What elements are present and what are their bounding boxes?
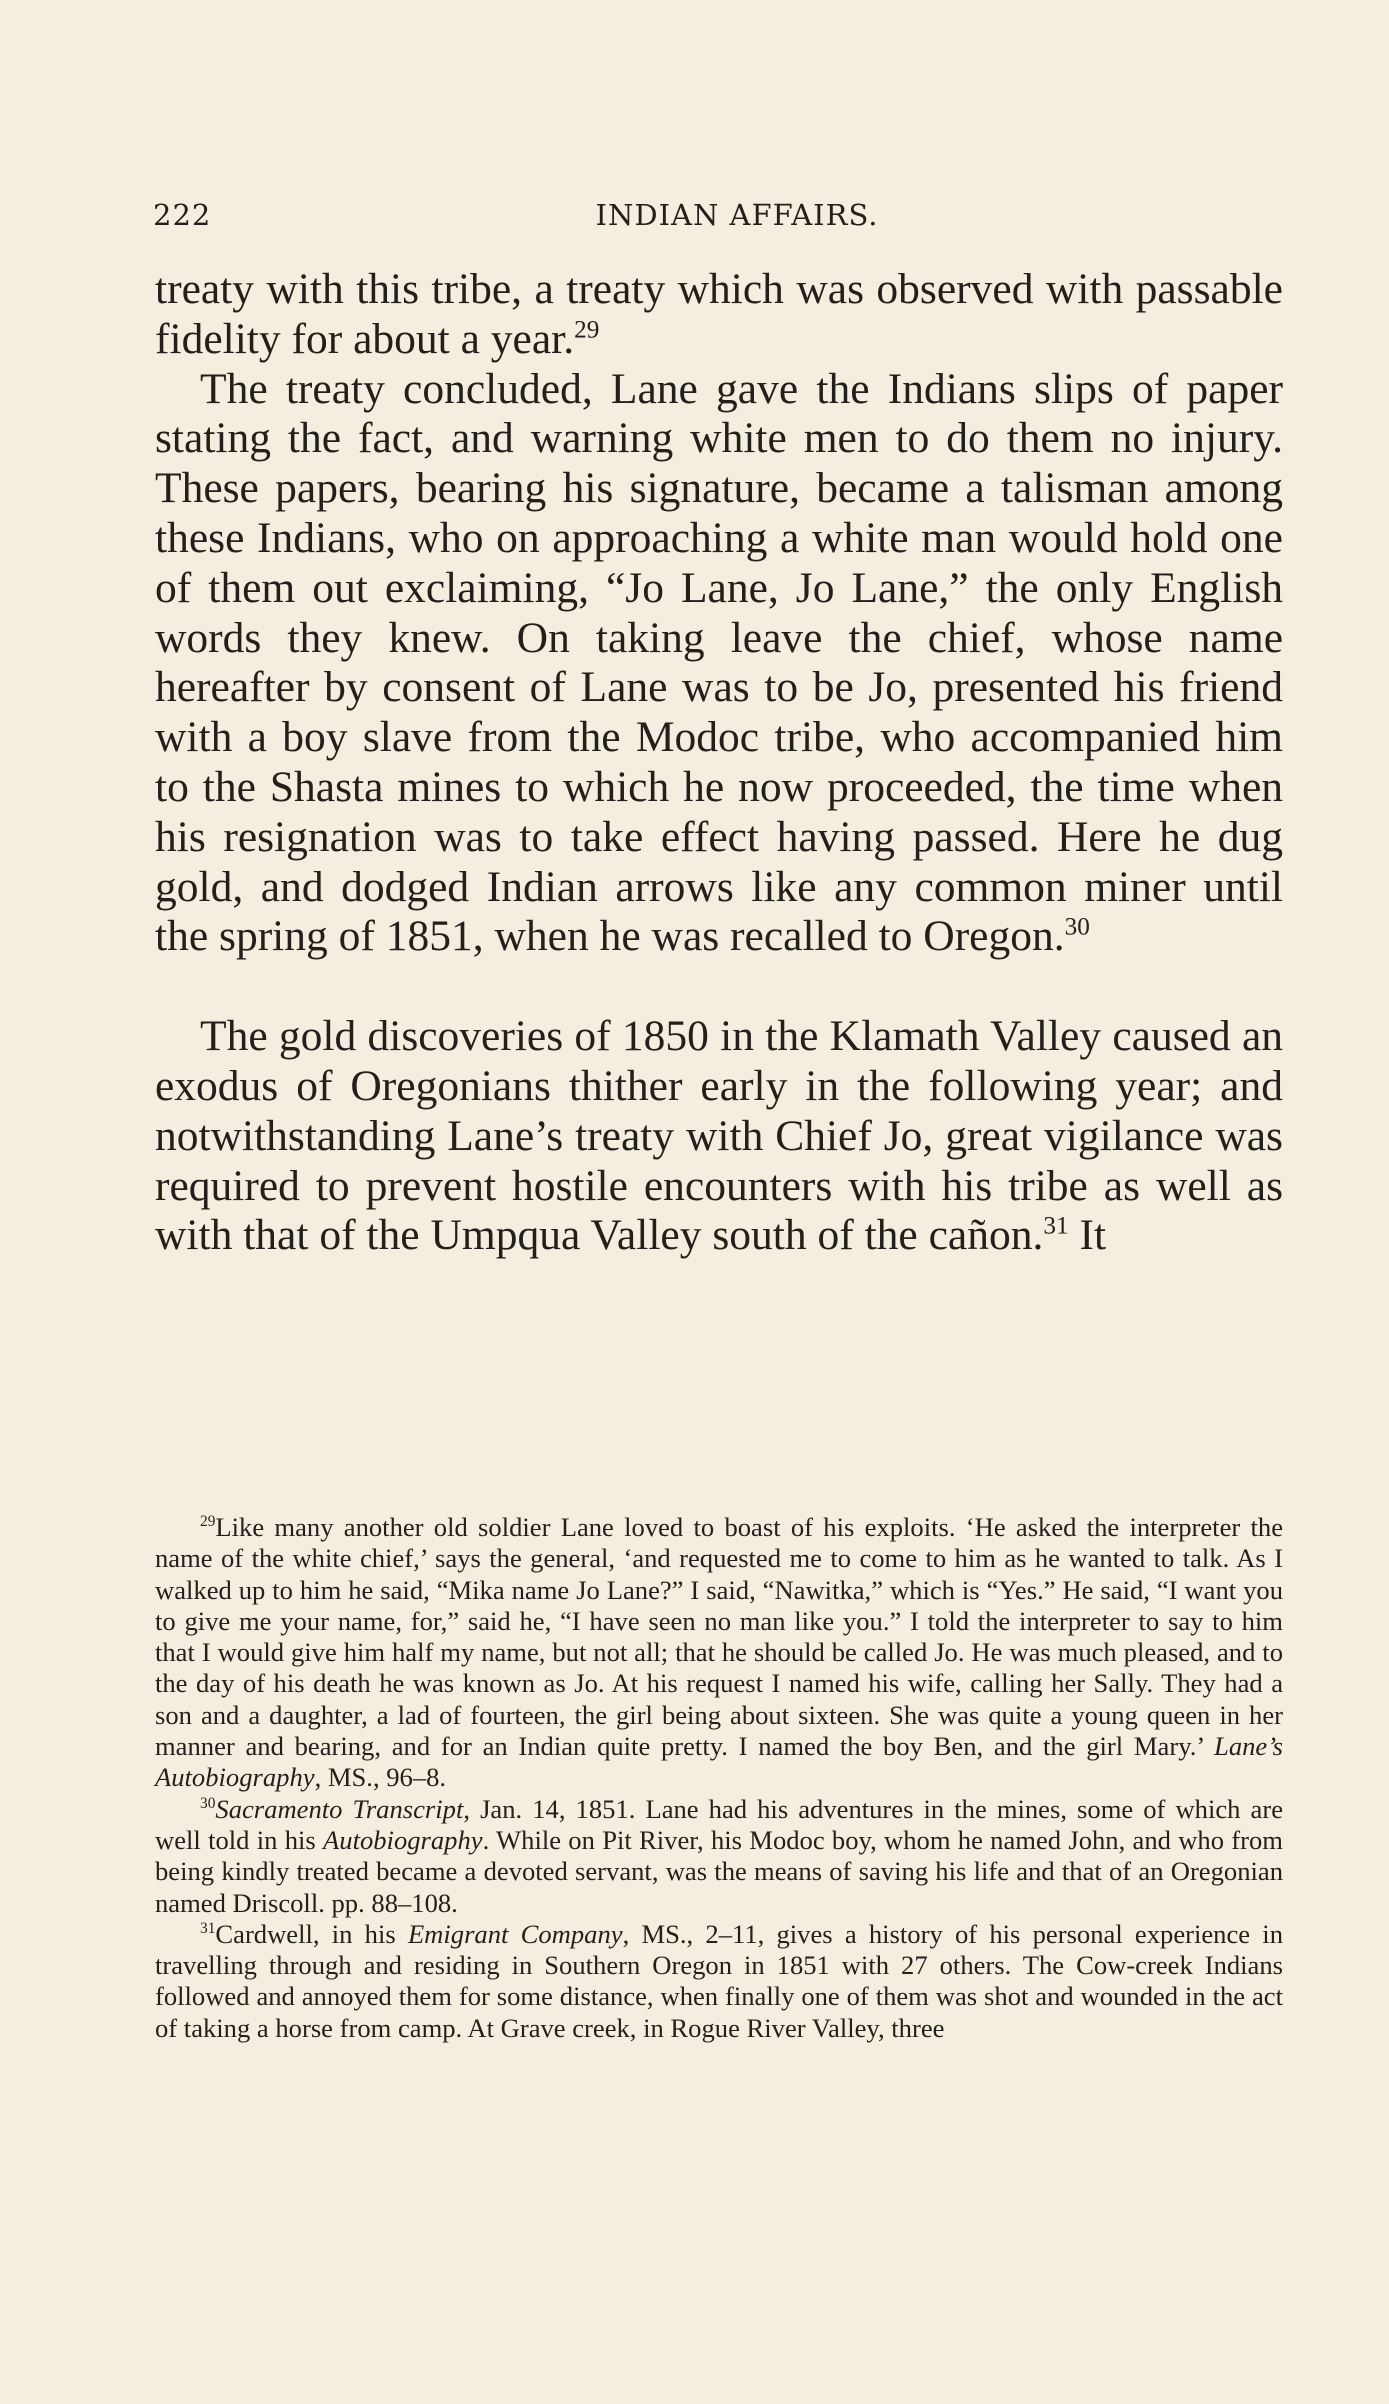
footnote-number: 30 [200, 1794, 216, 1812]
page-number: 222 [153, 198, 212, 232]
paragraph-text: The treaty concluded, Lane gave the Indians slips of paper stating the fact, and warning white men to do them no injury. These papers, bearing his signature, became a talisman among these Indians, who on approaching a white man would hold one of them out exclaiming, “Jo Lane, Jo Lane,” the only English words they knew. On taking leave the chief, whose name hereafter by consent of Lane was to be Jo, presented his friend with a boy slave from the Modoc tribe, who accompanied him to the Shasta mines to which he now proceeded, the time when his resignation was to take effect having passed. Here he dug gold, and dodged Indian arrows like any common miner until the spring of 1851, when he was recalled to Oregon. [155, 364, 1283, 961]
main-text [155, 265, 1283, 1261]
footnote-text: Cardwell, in his [215, 1918, 408, 1949]
footnote-text: , Jan. 14, 1851. Lane had his adventures in the mines, some of which are well told in his [155, 1793, 1284, 1855]
running-title: INDIAN AFFAIRS. [595, 198, 879, 232]
paragraph-text: The gold discoveries of 1850 in the Klamath Valley caused an exodus of Oregonians thither early in the following year; and notwithstanding Lane’s treaty with Chief Jo, great vigilance was required to prevent hostile encounters with his tribe as well as with that of the Umpqua Valley south of the cañon. [155, 1012, 1283, 1260]
running-head [153, 198, 1281, 238]
paragraph [155, 1012, 1283, 1261]
footnote-marker: 29 [574, 316, 600, 344]
footnote-number: 31 [200, 1920, 216, 1937]
footnote-text: Like many another old soldier Lane loved to boast of his exploits. ‘He asked the interpreter the name of the white chief,’ says the general, ‘and requested me to come to him as he wanted to talk. As I walked up to him he said, “Mika name Jo Lane?” I said, “Nawitka,” which is “Yes.” He said, “I want you to give me your name, for,” said he, “I have seen no man like you.” I told the interpreter to say to him that I would give him half my name, but not all; that he should be called Jo. He was much pleased, and to the day of his death he was known as Jo. At his request I named his wife, calling her Sally. They had a son and a daughter, a lad of fourteen, the girl being about sixteen. She was quite a young queen in her manner and bearing, and for an Indian quite pretty. I named the boy Ben, and the girl Mary.’ [155, 1512, 1283, 1762]
footnote-text: , MS., 2–11, gives a history of his personal experience in travelling through and residing in Southern Oregon in 1851 with 27 others. The Cow-creek Indians followed and annoyed them for some distance, when finally one of them was shot and wounded in the act of taking a horse from camp. At Grave creek, in Rogue River Valley, three [155, 1918, 1283, 2043]
footnote-number: 29 [200, 1513, 216, 1531]
footnote-31 [155, 1919, 1283, 2044]
paragraph [155, 365, 1283, 963]
footnote-text: , MS., 96–8. [314, 1762, 447, 1793]
footnote-marker: 30 [1064, 913, 1090, 941]
paragraph-continued [155, 265, 1283, 365]
footnotes [155, 1512, 1283, 2044]
footnote-30 [155, 1794, 1283, 1919]
footnote-marker: 31 [1043, 1212, 1069, 1240]
citation-title: Lane’s Autobiography [155, 1731, 1283, 1793]
paragraph-text: treaty with this tribe, a treaty which was observed with passable fidelity for about a year. [155, 265, 1283, 363]
citation-title: Emigrant Company [407, 1918, 623, 1949]
citation-title: Autobiography [323, 1824, 483, 1855]
citation-title: Sacramento Transcript [215, 1793, 464, 1824]
footnote-text: . While on Pit River, his Modoc boy, whom he named John, and who from being kindly treated became a devoted servant, was the means of saving his life and that of an Oregonian named Driscoll. pp. 88–108. [155, 1824, 1283, 1918]
paragraph-text-tail: It [1068, 1211, 1107, 1260]
footnote-29 [155, 1512, 1283, 1794]
